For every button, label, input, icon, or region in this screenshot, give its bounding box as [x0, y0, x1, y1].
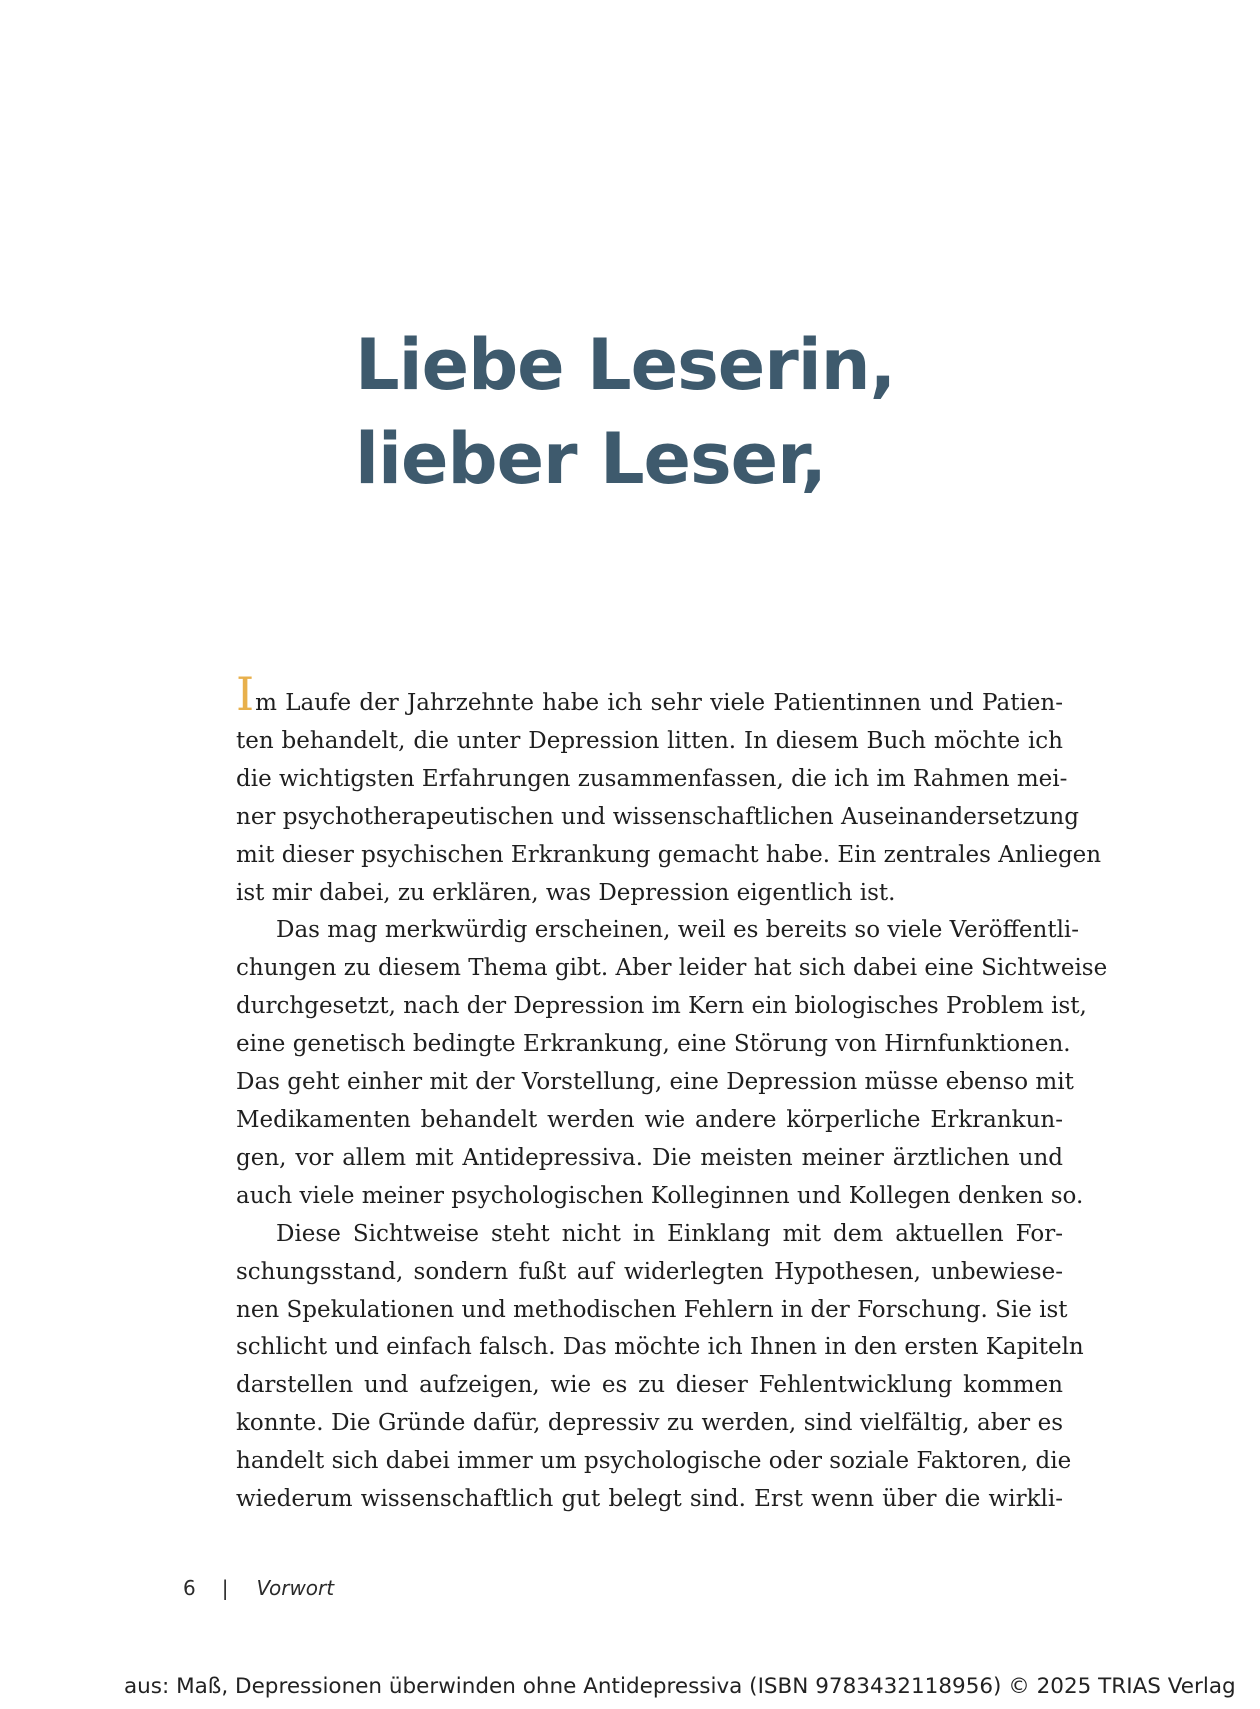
text-line: mit dieser psychischen Erkrankung gemacht habe. Ein zentrales Anliegen: [236, 841, 1102, 868]
text-line: Medikamenten behandelt werden wie andere körperliche Erkrankun-: [236, 1106, 1063, 1133]
paragraph-1: [236, 667, 1102, 912]
text-line: die wichtigsten Erfahrungen zusammenfassen, die ich im Rahmen mei-: [236, 765, 1068, 792]
page-footer: [183, 1576, 334, 1600]
body-text: [236, 667, 1108, 1519]
source-citation: aus: Maß, Depressionen überwinden ohne Antidepressiva (ISBN 9783432118956) © 2025 TRIAS Verlag: [124, 1674, 1236, 1699]
text-line: Das mag merkwürdig erscheinen, weil es bereits so viele Veröffentli-: [276, 917, 1080, 944]
paragraph-3: [236, 1216, 1084, 1519]
text-line: gen, vor allem mit Antidepressiva. Die meisten meiner ärztlichen und: [236, 1144, 1063, 1171]
chapter-heading: [355, 318, 895, 506]
page-number: 6: [183, 1576, 196, 1600]
running-section-title: Vorwort: [256, 1576, 335, 1600]
text-line: handelt sich dabei immer um psychologische oder soziale Faktoren, die: [236, 1448, 1072, 1475]
text-line: eine genetisch bedingte Erkrankung, eine Störung von Hirnfunktionen.: [236, 1031, 1071, 1058]
heading-line-2: lieber Leser,: [355, 418, 826, 500]
text-line: Das geht einher mit der Vorstellung, eine Depression müsse ebenso mit: [236, 1069, 1074, 1096]
text-line: darstellen und aufzeigen, wie es zu dieser Fehlentwicklung kommen: [236, 1372, 1063, 1399]
text-line: ner psychotherapeutischen und wissenschaftlichen Auseinandersetzung: [236, 803, 1079, 830]
text-line: auch viele meiner psychologischen Kolleginnen und Kollegen denken so.: [236, 1182, 1084, 1209]
paragraph-2: [236, 912, 1108, 1215]
text-line: Im Laufe der Jahrzehnte habe ich sehr viele Patientinnen und Patien-: [236, 667, 1063, 721]
text-line: schungsstand, sondern fußt auf widerlegten Hypothesen, unbewiese-: [236, 1258, 1063, 1285]
text-line: durchgesetzt, nach der Depression im Kern ein biologisches Problem ist,: [236, 993, 1087, 1020]
text-line: wiederum wissenschaftlich gut belegt sind. Erst wenn über die wirkli-: [236, 1486, 1063, 1513]
text-line: chungen zu diesem Thema gibt. Aber leider hat sich dabei eine Sichtweise: [236, 955, 1108, 982]
text-line: schlicht und einfach falsch. Das möchte ich Ihnen in den ersten Kapiteln: [236, 1334, 1084, 1361]
text-line: ten behandelt, die unter Depression litten. In diesem Buch möchte ich: [236, 727, 1063, 754]
text-line: konnte. Die Gründe dafür, depressiv zu werden, sind vielfältig, aber es: [236, 1410, 1063, 1437]
text-line: ist mir dabei, zu erklären, was Depression eigentlich ist.: [236, 879, 896, 906]
drop-cap: I: [236, 667, 255, 721]
heading-line-1: Liebe Leserin,: [355, 324, 896, 406]
text-line: Diese Sichtweise steht nicht in Einklang mit dem aktuellen For-: [276, 1220, 1063, 1247]
text-line: nen Spekulationen und methodischen Fehlern in der Forschung. Sie ist: [236, 1296, 1068, 1323]
footer-separator: |: [221, 1576, 229, 1600]
